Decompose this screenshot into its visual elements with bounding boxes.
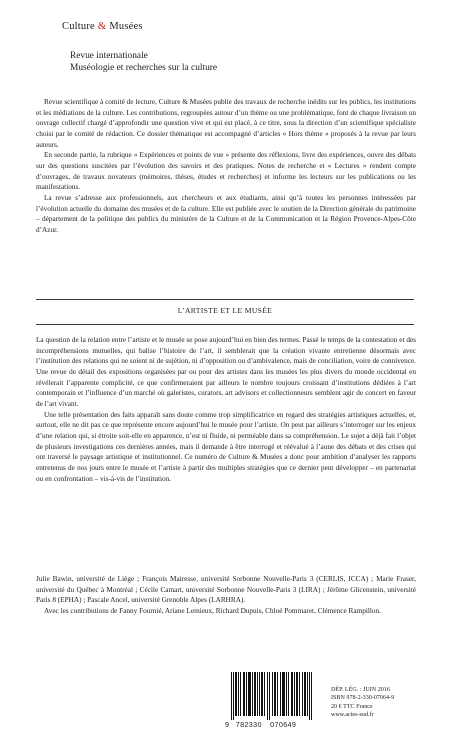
brand-ampersand: & bbox=[97, 20, 107, 32]
revue-line-2: Muséologie et recherches sur la culture bbox=[70, 63, 218, 73]
divider-top bbox=[36, 299, 414, 300]
intro-paragraph-2: En seconde partie, la rubrique « Expériences et points de vue » présente des réflexions, livre des expériences, ouvre des débats sur des questions suscitées par l’évolution des savoirs et des pratiques. Notes de recherche et « Lectures » rendent compte d’ouvrages, de travaux novateurs (mémoires, thèses, études et recherches) et informe les lecteurs sur les publications ou les manifestations. bbox=[36, 151, 416, 192]
legal-price: 20 € TTC France bbox=[331, 703, 373, 710]
section-title: L’ARTISTE ET LE MUSÉE bbox=[177, 306, 273, 315]
contributors-authors: Julie Bawin, université de Liège ; François Mairesse, université Sorbonne Nouvelle-Paris 3 (CERLIS, ICCA) ; Marie Fraser, université du Québec à Montréal ; Cécile Camart, université Sorbonne Nouvelle-Paris 3 (LIRA) ; Jérôme Glicenstein, université Paris 8 (EPHA) ; Pascale Ancel, université Grenoble Alpes (LARHRA). bbox=[36, 575, 416, 605]
section-text bbox=[36, 335, 416, 484]
brand-part2: Musées bbox=[109, 21, 143, 32]
revue-subtitle bbox=[70, 50, 217, 74]
divider-bottom bbox=[36, 324, 414, 325]
barcode-bars bbox=[225, 672, 317, 720]
intro-text bbox=[36, 97, 416, 236]
contributors-others: Avec les contributions de Fanny Fournié, Ariane Lemieux, Richard Dupuis, Chloé Pommaret, Clémence Rampillon. bbox=[44, 606, 381, 615]
contributors bbox=[36, 574, 416, 617]
barcode-digit-first: 9 bbox=[225, 720, 230, 729]
brand-title bbox=[62, 20, 143, 32]
revue-line-1: Revue internationale bbox=[70, 51, 148, 61]
legal-info bbox=[331, 686, 394, 719]
barcode-digits-right: 070649 bbox=[270, 720, 297, 729]
brand-part1: Culture bbox=[62, 21, 95, 32]
section-paragraph-1: La question de la relation entre l’artiste et le musée se pose aujourd’hui en bien des termes. Passé le temps de la contestation et des incompréhensions mutuelles, qui balise l’histoire de l’art, il semblerait que la création vivante entretienne désormais avec l’institution des relations qui ne soient ni de sujétion, ni d’opposition ou d’ambivalence, mais de conciliation, voire de connivence. Une revue de détail des expositions organisées par ou pour des artistes dans les musées les plus divers du monde occidental en révélerait l’apparente complicité, ce que confirmeraient par ailleurs le nombre toujours croissant d’institutions dédiées à l’art contemporain et l’influence d’un marché où galeristes, curators, art advisors et collectionneurs semblent agir de concert en faveur de l’art vivant. bbox=[36, 336, 416, 408]
legal-isbn: ISBN 978-2-330-07064-9 bbox=[331, 695, 395, 702]
intro-paragraph-3: La revue s’adresse aux professionnels, aux chercheurs et aux étudiants, ainsi qu’à toutes les personnes intéressées par l’évolution actuelle du domaine des musées et de la culture. Elle est publiée avec le soutien de la Direction générale du patrimoine – département de la politique des publics du ministère de la Culture et de la Communication et la Région Provence-Alpes-Côte d’Azur. bbox=[36, 193, 416, 234]
barcode-digits bbox=[225, 720, 317, 729]
publisher-website: www.actes-sud.fr bbox=[331, 711, 374, 718]
barcode-digits-left: 782330 bbox=[235, 720, 262, 729]
legal-depot: DÉP. LÉG. : JUIN 2016 bbox=[331, 687, 390, 693]
section-paragraph-2: Une telle présentation des faits apparaît sans doute comme trop simplificatrice en regard des stratégies artistiques actuelles, et, surtout, elle ne dit pas ce que représente encore aujourd’hui le musée pour l’artiste. On peut par ailleurs s’interroger sur les enjeux d’une relation qui, si étroite soit-elle en apparence, n’est ni fluide, ni perméable dans sa compréhension. Le sujet a déjà fait l’objet de plusieurs investigations ces dernières années, mais il demande à être interrogé et réévalué à l’aune des débats et des crises qui ont traversé le paysage artistique et institutionnel. Ce numéro de Culture & Musées a donc pour ambition d’analyser les rapports entretenus de nos jours entre le musée et l’artiste à partir des multiples stratégies que ce dernier peut développer – en partenariat ou en confrontation – vis-à-vis de l’institution. bbox=[36, 410, 416, 483]
isbn-barcode bbox=[225, 672, 317, 734]
intro-paragraph-1: Revue scientifique à comité de lecture, Culture & Musées publie des travaux de recherche inédits sur les publics, les institutions et les médiations de la culture. Les contributions, regroupées autour d’un thème ou une problématique, font de chaque livraison un ouvrage collectif chargé d’approfondir une question vive et qui est placé, à ce titre, sous la direction d’un scientifique spécialiste choisi par le comité de rédaction. Ce dossier thématique est accompagné d’articles « Hors thème » proposés à la revue par leurs auteurs. bbox=[36, 98, 416, 149]
